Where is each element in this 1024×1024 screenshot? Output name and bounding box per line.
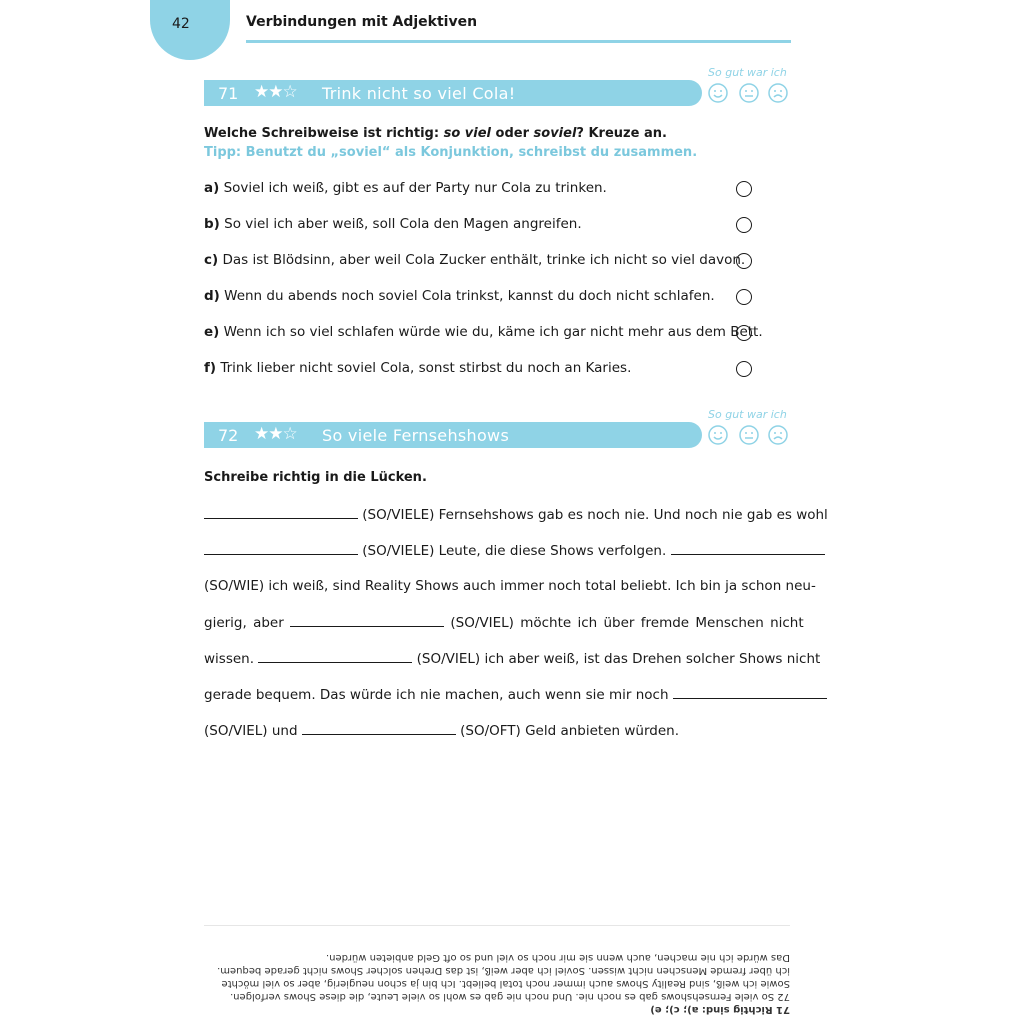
- answer-line: 72 So viele Fernsehshows gab es noch nie. Und noch nie gab es wohl so viele Leute, die diese Shows verfolgen.: [230, 991, 790, 1002]
- answer-key: [204, 925, 790, 1016]
- answer-option-b: [204, 216, 582, 232]
- sad-face-icon[interactable]: [768, 83, 788, 103]
- answer-line: ich über fremde Menschen nicht wissen. Soviel ich aber weiß, ist das Drehen solcher Shows nicht gerade bequem.: [217, 965, 790, 976]
- instruction-emphasis: so viel: [443, 126, 491, 141]
- cloze-line: [204, 722, 790, 739]
- exercise-71-instruction: [204, 126, 667, 141]
- cloze-text: (SO/VIEL) möchte ich über fremde Menschen nicht: [444, 615, 804, 631]
- page-number-badge: [150, 0, 230, 60]
- cloze-text: gierig, aber: [204, 615, 291, 631]
- instruction-emphasis: soviel: [533, 126, 577, 141]
- cloze-line: [204, 542, 790, 559]
- exercise-title: Trink nicht so viel Cola!: [322, 84, 516, 103]
- blank-input[interactable]: [673, 686, 827, 699]
- blank-input[interactable]: [204, 542, 358, 555]
- rating-label: So gut war ich: [708, 408, 787, 421]
- cloze-line: [204, 614, 804, 631]
- answer-line: Das würde ich nie machen, auch wenn sie mir noch so viel und so oft Geld anbieten würden.: [326, 952, 790, 963]
- exercise-number: 71: [218, 84, 239, 103]
- answer-line: Sowie ich weiß, sind Reality Shows auch immer noch total beliebt. Ich bin ja schon neugierig, aber so viel möchte: [221, 978, 790, 989]
- checkbox-option-a[interactable]: [736, 181, 752, 197]
- option-letter: f): [204, 360, 217, 376]
- happy-face-icon[interactable]: [708, 425, 728, 445]
- checkbox-option-d[interactable]: [736, 289, 752, 305]
- checkbox-option-c[interactable]: [736, 253, 752, 269]
- cloze-line: [204, 686, 790, 703]
- instruction-text: Welche Schreibweise ist richtig:: [204, 126, 444, 141]
- cloze-text: (SO/WIE) ich weiß, sind Reality Shows auch immer noch total beliebt. Ich bin ja schon neu-: [204, 578, 816, 594]
- sad-face-icon[interactable]: [768, 425, 788, 445]
- difficulty-stars: ★★☆: [254, 424, 297, 444]
- rating-label: So gut war ich: [708, 66, 787, 79]
- answer-line: 71 Richtig sind: a); c); e): [650, 1004, 790, 1015]
- option-text: Das ist Blödsinn, aber weil Cola Zucker enthält, trinke ich nicht so viel davon.: [222, 252, 746, 268]
- cloze-text: (SO/OFT) Geld anbieten würden.: [455, 723, 679, 739]
- blank-input[interactable]: [302, 722, 456, 735]
- option-text: Trink lieber nicht soviel Cola, sonst stirbst du noch an Karies.: [220, 360, 632, 376]
- option-text: Wenn du abends noch soviel Cola trinkst, kannst du doch nicht schlafen.: [224, 288, 715, 304]
- option-text: Wenn ich so viel schlafen würde wie du, käme ich gar nicht mehr aus dem Bett.: [223, 324, 763, 340]
- option-letter: d): [204, 288, 220, 304]
- exercise-72-instruction: Schreibe richtig in die Lücken.: [204, 470, 427, 485]
- neutral-face-icon[interactable]: [739, 425, 759, 445]
- happy-face-icon[interactable]: [708, 83, 728, 103]
- cloze-line: [204, 578, 816, 594]
- exercise-72-header: [204, 422, 702, 448]
- option-letter: a): [204, 180, 220, 196]
- blank-input[interactable]: [204, 506, 358, 519]
- option-letter: b): [204, 216, 220, 232]
- cloze-line: [204, 650, 821, 667]
- answer-option-e: [204, 324, 763, 340]
- answer-option-a: [204, 180, 607, 196]
- answer-option-f: [204, 360, 631, 376]
- neutral-face-icon[interactable]: [739, 83, 759, 103]
- cloze-text: (SO/VIEL) ich aber weiß, ist das Drehen solcher Shows nicht: [412, 651, 821, 667]
- difficulty-stars: ★★☆: [254, 82, 297, 102]
- instruction-text: ? Kreuze an.: [576, 126, 667, 141]
- blank-input[interactable]: [290, 614, 444, 627]
- cloze-line: [204, 506, 828, 523]
- checkbox-option-f[interactable]: [736, 361, 752, 377]
- instruction-text: oder: [491, 126, 534, 141]
- checkbox-option-e[interactable]: [736, 325, 752, 341]
- cloze-text: (SO/VIEL) und: [204, 723, 302, 739]
- option-text: So viel ich aber weiß, soll Cola den Magen angreifen.: [224, 216, 582, 232]
- page-number: 42: [172, 16, 190, 32]
- option-text: Soviel ich weiß, gibt es auf der Party nur Cola zu trinken.: [223, 180, 607, 196]
- header-divider: [246, 40, 791, 43]
- answer-option-c: [204, 252, 745, 268]
- exercise-71-header: [204, 80, 702, 106]
- blank-input[interactable]: [258, 650, 412, 663]
- cloze-text: wissen.: [204, 651, 259, 667]
- answer-option-d: [204, 288, 715, 304]
- option-letter: e): [204, 324, 220, 340]
- cloze-text: (SO/VIELE) Fernsehshows gab es noch nie. Und noch nie gab es wohl: [358, 507, 828, 523]
- checkbox-option-b[interactable]: [736, 217, 752, 233]
- exercise-71-tip: Tipp: Benutzt du „soviel“ als Konjunktion, schreibst du zusammen.: [204, 145, 698, 160]
- chapter-title: Verbindungen mit Adjektiven: [246, 14, 478, 30]
- cloze-text: (SO/VIELE) Leute, die diese Shows verfolgen.: [358, 543, 671, 559]
- exercise-number: 72: [218, 426, 239, 445]
- exercise-title: So viele Fernsehshows: [322, 426, 510, 445]
- option-letter: c): [204, 252, 219, 268]
- cloze-text: gerade bequem. Das würde ich nie machen, auch wenn sie mir noch: [204, 687, 673, 703]
- blank-input[interactable]: [671, 542, 825, 555]
